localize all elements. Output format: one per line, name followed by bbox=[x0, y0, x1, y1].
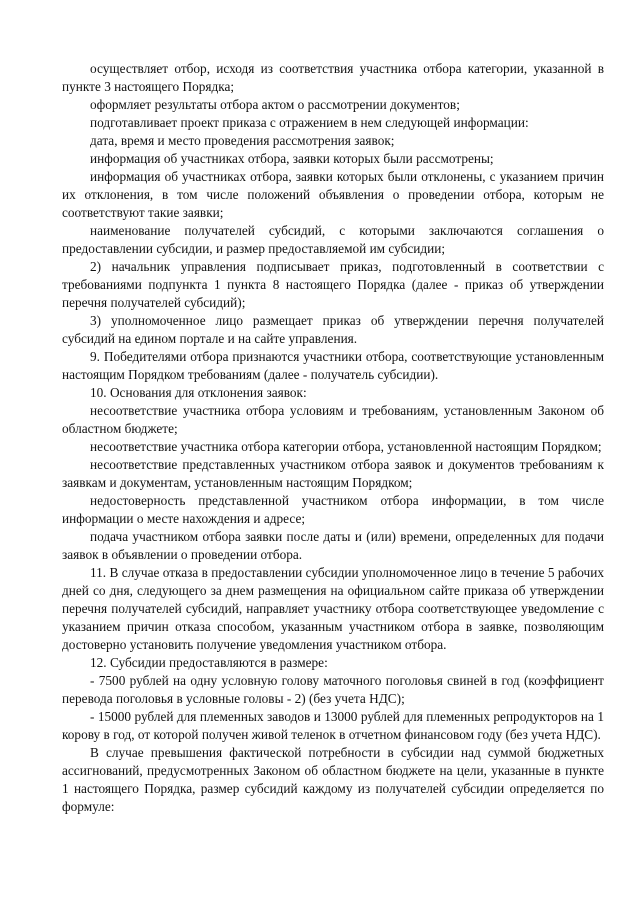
paragraph: 3) уполномоченное лицо размещает приказ об утверждении перечня получателей субсидий на едином портале и на сайте управления. bbox=[62, 313, 604, 346]
paragraph: - 15000 рублей для племенных заводов и 13000 рублей для племенных репродукторов на 1 корову в год, от которой получен живой теленок в отчетном финансовом году (без учета НДС). bbox=[62, 709, 604, 742]
paragraph: осуществляет отбор, исходя из соответствия участника отбора категории, указанной в пункте 3 настоящего Порядка; bbox=[62, 61, 604, 94]
paragraph: 11. В случае отказа в предоставлении субсидии уполномоченное лицо в течение 5 рабочих дней со дня, следующего за днем размещения на официальном сайте приказа об утверждении перечня получателей субсидий, направляет участнику отбора соответствующее уведомление с указанием причин отказа способом, указанным участником отбора в заявке, позволяющим достоверно установить получение уведомления участником отбора. bbox=[62, 565, 604, 652]
paragraph: 10. Основания для отклонения заявок: bbox=[90, 385, 307, 400]
paragraph: 12. Субсидии предоставляются в размере: bbox=[90, 655, 328, 670]
paragraph: В случае превышения фактической потребности в субсидии над суммой бюджетных ассигнований, предусмотренных Законом об областном бюджете на цели, указанные в пункте 1 настоящего Порядка, размер субсидий каждому из получателей субсидии определяется по формуле: bbox=[62, 745, 604, 814]
paragraph: 9. Победителями отбора признаются участники отбора, соответствующие установленным настоящим Порядком требованиям (далее - получатель субсидии). bbox=[62, 349, 604, 382]
paragraph: подача участником отбора заявки после даты и (или) времени, определенных для подачи заявок в объявлении о проведении отбора. bbox=[62, 529, 604, 562]
paragraph: оформляет результаты отбора актом о рассмотрении документов; bbox=[90, 97, 460, 112]
paragraph: дата, время и место проведения рассмотрения заявок; bbox=[90, 133, 395, 148]
paragraph: подготавливает проект приказа с отражением в нем следующей информации: bbox=[90, 115, 529, 130]
paragraph: информация об участниках отбора, заявки которых были рассмотрены; bbox=[90, 151, 494, 166]
paragraph: несоответствие участника отбора категории отбора, установленной настоящим Порядком; bbox=[90, 439, 602, 454]
paragraph: недостоверность представленной участником отбора информации, в том числе информации о месте нахождения и адресе; bbox=[62, 493, 604, 526]
paragraph: информация об участниках отбора, заявки которых были отклонены, с указанием причин их отклонения, в том числе положений объявления о проведении отбора, которым не соответствуют такие заявки; bbox=[62, 169, 604, 220]
paragraph: несоответствие представленных участником отбора заявок и документов требованиям к заявкам и документам, установленным настоящим Порядком; bbox=[62, 457, 604, 490]
paragraph: наименование получателей субсидий, с которыми заключаются соглашения о предоставлении субсидии, и размер предоставляемой им субсидии; bbox=[62, 223, 604, 256]
paragraph: - 7500 рублей на одну условную голову маточного поголовья свиней в год (коэффициент перевода поголовья в условные головы - 2) (без учета НДС); bbox=[62, 673, 604, 706]
paragraph: несоответствие участника отбора условиям и требованиям, установленным Законом об областном бюджете; bbox=[62, 403, 604, 436]
paragraph: 2) начальник управления подписывает приказ, подготовленный в соответствии с требованиями подпункта 1 пункта 8 настоящего Порядка (далее - приказ об утверждении перечня получателей субсидий); bbox=[62, 259, 604, 310]
